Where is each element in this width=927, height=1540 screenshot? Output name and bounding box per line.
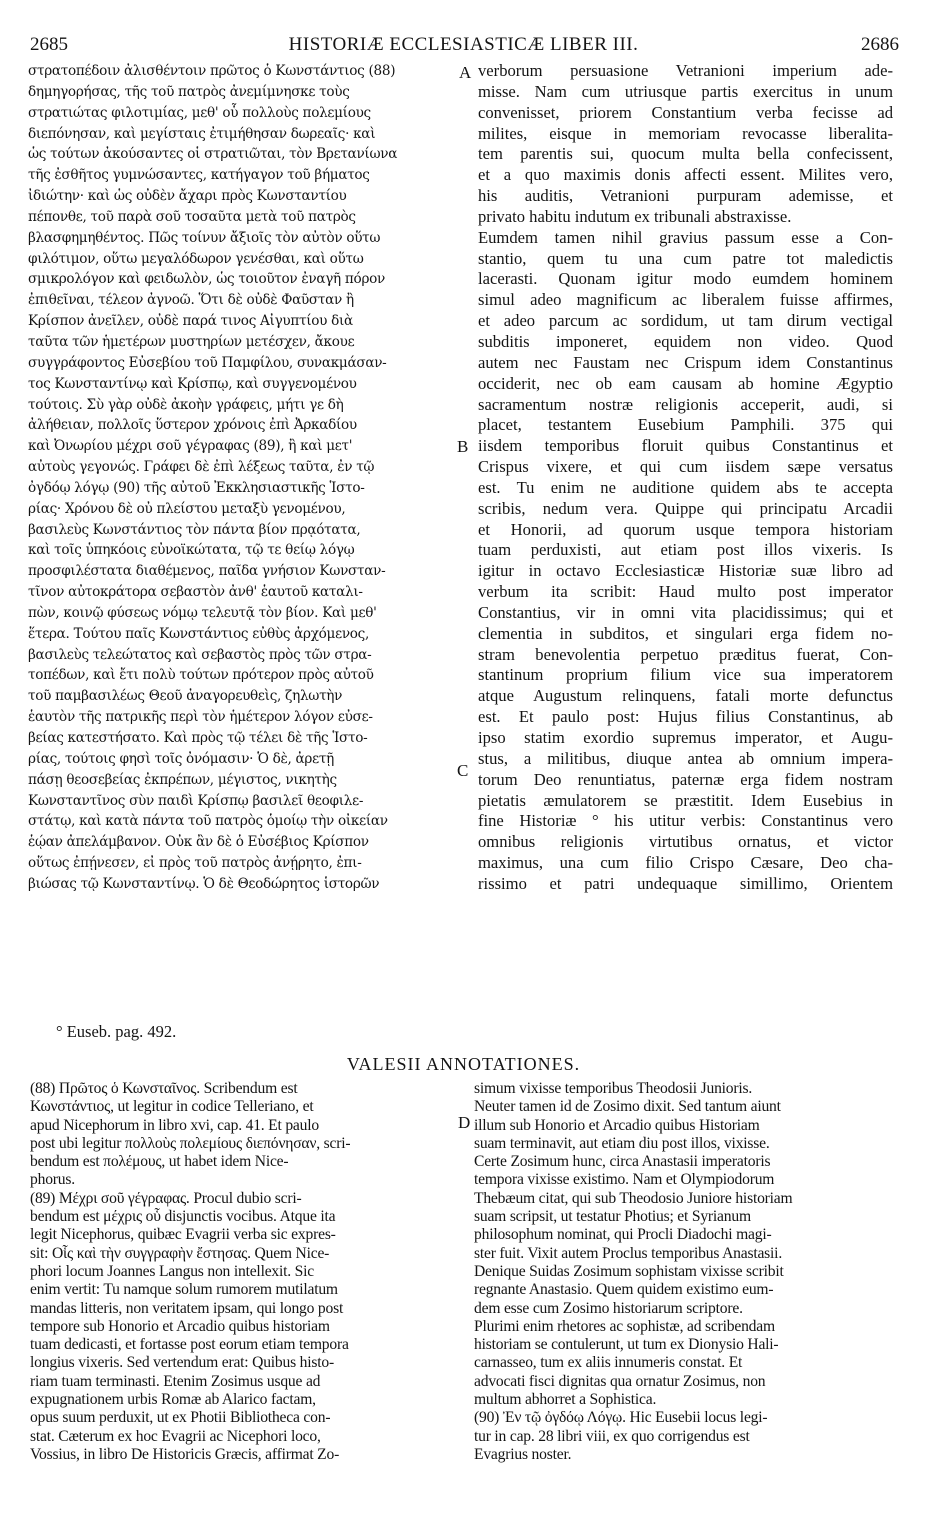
text-line: et a quo maximis donis affecti essent. Milites vero, xyxy=(478,165,893,185)
text-line: Thebæum citat, qui sub Theodosio Juniore historiam xyxy=(474,1189,793,1207)
text-line: his auditis, Vetranioni purpuram ademisse, et xyxy=(478,186,893,206)
text-line: igitur in octavo Ecclesiasticæ Historiæ suæ libro ad xyxy=(478,561,893,581)
text-line: tuam perduxisti, aut etiam post illos vixeris. Is xyxy=(478,540,893,560)
text-line: enim vertit: Tu namque solum rumorem mutilatum xyxy=(30,1281,338,1299)
text-line: suam scripsit, ut testatur Photius; et Syrianum xyxy=(474,1208,751,1226)
text-line: milites, eisque in memoriam revocasse liberalita- xyxy=(478,123,893,143)
text-line: illum sub Honorio et Arcadio quibus Historiam xyxy=(474,1116,760,1134)
latin-text-column xyxy=(478,61,893,895)
text-line: Constantius, vir in omni vita placidissimus; qui et xyxy=(478,602,893,622)
text-line: verborum persuasione Vetranioni imperium ade- xyxy=(478,61,893,80)
text-line: verbum ita scribit: Haud multo post imperator xyxy=(478,582,893,602)
text-line: dem esse cum Zosimo historiarum scriptore. xyxy=(474,1299,743,1317)
annotations-right-column xyxy=(474,1080,893,1464)
text-line: προσφιλέστατα διαθέμενος, παῖδα γνήσιον Κωνσταν- xyxy=(28,563,386,580)
text-line: ρίας, τούτοις φησὶ τοῖς ὀνόμασιν· Ὁ δὲ, ἀρετῇ xyxy=(28,750,334,767)
text-line: tem parentis sui, quocum multa bella confecissent, xyxy=(478,144,893,164)
text-line: stantio, quem tu una cum patre tot maledictis xyxy=(478,248,893,268)
text-line: (90) Ἐν τῷ ὀγδόῳ Λόγῳ. Hic Eusebii locus legi- xyxy=(474,1409,768,1427)
text-line: apud Nicephorum in libro xvi, cap. 41. Et paulo xyxy=(30,1116,319,1134)
text-line: stantinum proprium filium vice sua imperatorem xyxy=(478,665,893,685)
text-line: βιώσας τῷ Κωνσταντίνῳ. Ὁ δὲ Θεοδώρητος ἱστορῶν xyxy=(28,875,380,892)
text-line: opus suum perduxit, ut ex Photii Bibliotheca con- xyxy=(30,1409,331,1427)
text-line: privato habitu indutum ex tribunali abstraxisse. xyxy=(478,206,792,226)
text-line: lacerasti. Quonam igitur modo eumdem hominem xyxy=(478,269,893,289)
text-line: tempora vixisse existimo. Nam et Olympiodorum xyxy=(474,1171,775,1189)
text-line: subditis imponeret, equidem non video. Quod xyxy=(478,331,893,351)
text-line: pietatis æmulatorem se præstitit. Idem Eusebius in xyxy=(478,790,893,810)
text-line: στρατιώτας φιλοτιμίας, μεθ' οὗ πολλοὺς πολεμίους xyxy=(28,104,371,121)
text-line: bendum est μέχρις οὗ disjunctis vocibus. Atque ita xyxy=(30,1208,336,1226)
text-line: iisdem temporibus floruit quibus Constantinus et xyxy=(478,436,893,456)
text-line: ἰδιώτην· καὶ ὡς οὐδὲν ἄχαρι πρὸς Κωνσταντίου xyxy=(28,188,347,205)
text-line: ταῦτα τῶν ἡμετέρων μυστηρίων μετέσχεν, ἄκουε xyxy=(28,333,355,350)
text-line: ἀλήθειαν, πολλοῖς ὕστερον χρόνοις ἐπὶ Ἀρκαδίου xyxy=(28,417,357,434)
text-line: δημηγορήσας, τῆς τοῦ πατρὸς ἀνεμίμνησκε τοὺς xyxy=(28,83,350,100)
annotations-heading: VALESII ANNOTATIONES. xyxy=(346,1054,581,1074)
text-line: stat. Cæterum ex hoc Evagrii ac Nicephori loco, xyxy=(30,1427,321,1445)
text-line: ἑαυτὸν τῆς πατρικῆς περὶ τὸν ἡμέτερον λόγον εὐσε- xyxy=(28,709,373,726)
text-line: historiam se contulerunt, ut tum ex Dionysio Hali- xyxy=(474,1336,779,1354)
text-line: suam terminavit, aut etiam diu post illos, vixisse. xyxy=(474,1134,770,1152)
text-line: riam tuam terminasti. Etenim Zosimus usque ad xyxy=(30,1372,321,1390)
text-line: Evagrius noster. xyxy=(474,1445,572,1463)
text-line: πὼν, κοινῷ φύσεως νόμῳ τελευτᾷ τὸν βίον. Καὶ μεθ' xyxy=(28,604,377,621)
text-line: βείας κατεστήσατο. Καὶ πρὸς τῷ τέλει δὲ τῆς Ἱστο- xyxy=(28,730,368,746)
text-line: est. Et paulo post: Hujus filius Constantinus, ab xyxy=(478,707,893,727)
text-line: τούτοις. Σὺ γὰρ οὐδὲ ἀκοὴν γράφεις, μήτι γε δὴ xyxy=(28,396,344,413)
page-number-right: 2686 xyxy=(861,34,899,55)
text-line: Κρίσπον ἀνεῖλεν, οὐδὲ παρά τινος Αἰγυπτίου διὰ xyxy=(28,313,353,330)
greek-text-column xyxy=(28,61,463,895)
text-line: ἐπιθεῖναι, τέλεον ἀγνοῶ. Ὅτι δὲ οὐδὲ Φαῦσταν ἢ xyxy=(28,292,354,309)
section-mark-a: A xyxy=(459,63,472,82)
text-line: βασιλεὺς τελεώτατος καὶ σεβαστὸς πρὸς τῶν στρα- xyxy=(28,646,372,663)
text-line: regnante Anastasio. Quem quidem existimo eum- xyxy=(474,1281,774,1299)
text-line: carnasseo, tum ex aliis innumeris constat. Et xyxy=(474,1354,743,1372)
text-line: est. Tu enim ne auditione quidem abs te accepta xyxy=(478,477,893,497)
text-line: philosophum nominat, qui Procli Diadochi magi- xyxy=(474,1226,772,1244)
text-line: longius vixeris. Sed vertendum erat: Quibus histo- xyxy=(30,1354,334,1372)
text-line: tur in cap. 28 libri viii, ex quo corrigendus est xyxy=(474,1427,750,1445)
text-line: scribis, nedum vera. Quippe qui principatu Arcadii xyxy=(478,498,893,518)
text-line: mandas litteris, non veritatem ipsam, qui longo post xyxy=(30,1299,344,1317)
text-line: Neuter tamen id de Zosimo dixit. Sed tantum aiunt xyxy=(474,1098,781,1116)
text-line: simul adeo magnificum ac liberalem fuisse affirmes, xyxy=(478,290,893,310)
text-line: τος Κωνσταντίνῳ καὶ Κρίσπῳ, καὶ συγγενομένου xyxy=(28,375,357,392)
text-line: stus, a militibus, diuque antea ab omnium impera- xyxy=(478,748,893,768)
text-line: στάτῳ, καὶ κατὰ πάντα τοῦ πατρὸς ὁμοίῳ τὴν οἰκείαν xyxy=(28,813,388,830)
text-line: et Honorii, ad quorum usque tempora historiam xyxy=(478,519,893,539)
text-line: maximus, una cum filio Crispo Cæsare, Deo cha- xyxy=(478,853,893,873)
text-line: autem nec Faustam nec Crispum idem Constantinus xyxy=(478,352,893,372)
text-line: πέπονθε, τοῦ παρὰ σοῦ τοσαῦτα μετὰ τοῦ πατρὸς xyxy=(28,208,356,225)
text-line: tuam dedicasti, et fortasse post eorum etiam tempora xyxy=(30,1336,349,1354)
text-line: omnibus religionis virtutibus ornatus, et victor xyxy=(478,832,893,852)
text-line: phori locum Joannes Langus non intellexit. Sic xyxy=(30,1262,315,1280)
text-line: ρίας· Χρόνου δὲ οὐ πλείστου μεταξὺ γενομένου, xyxy=(28,500,346,517)
text-line: fine Historiæ ° his utitur verbis: Constantinus vero xyxy=(478,811,893,831)
text-line: βασιλεὺς Κωνστάντιος τὸν πάντα βίον πρᾳότατα, xyxy=(28,521,361,538)
text-line: misse. Nam cum utriusque partis exercitus in unum xyxy=(478,81,893,101)
text-line: advocati fisci dignitas qua ornatur Zosimus, non xyxy=(474,1372,766,1390)
section-mark-d: D xyxy=(458,1113,471,1132)
text-line: torum Deo renuntiatus, paternæ erga fidem nostram xyxy=(478,769,893,789)
text-line: σμικρολόγον καὶ φειδωλὸν, ὡς τοιοῦτον ἐναγῆ πόρον xyxy=(28,271,385,288)
text-line: tempore sub Honorio et Arcadio quibus historiam xyxy=(30,1317,330,1335)
section-mark-b: B xyxy=(457,437,469,456)
text-line: καὶ τοῖς ὑπηκόοις εὐνοϊκώτατα, τῷ τε θείῳ λόγῳ xyxy=(28,542,355,559)
page-number-left: 2685 xyxy=(30,34,68,55)
text-line: Κωνσταντῖνος σὺν παιδὶ Κρίσπῳ βασιλεῖ θεοφιλε- xyxy=(28,792,364,809)
text-line: Denique Suidas Zosimum sophistam vixisse scribit xyxy=(474,1262,784,1280)
annotations-left-column xyxy=(30,1080,454,1464)
text-line: placet, testantem Eusebium Pamphili. 375 qui xyxy=(478,415,893,435)
text-line: ster fuit. Vixit autem Proclus temporibus Anastasii. xyxy=(474,1244,783,1262)
footnote: ° Euseb. pag. 492. xyxy=(56,1022,177,1041)
text-line: sacramentum nostræ religionis acceperit, audi, si xyxy=(478,394,893,414)
text-line: φιλότιμον, οὕτω μεγαλόδωρον γενέσθαι, καὶ οὕτω xyxy=(28,250,364,267)
text-line: rissimo et patri undequaque simillimo, Orientem xyxy=(478,873,893,893)
text-line: στρατοπέδοιν ἀλισθέντοιν πρῶτος ὁ Κωνστάντιος (88) xyxy=(28,63,396,79)
text-line: Eumdem tamen nihil gravius passum esse a Con- xyxy=(478,227,893,247)
text-line: post ubi legitur πολλοὺς πολεμίους διεπόνησαν, scri- xyxy=(30,1134,351,1152)
text-line: clementia in subditos, et singulari erga fidem no- xyxy=(478,623,893,643)
text-line: (89) Μέχρι σοῦ γέγραφας. Procul dubio scri- xyxy=(30,1189,302,1207)
text-line: Κωνστάντιος, ut legitur in codice Telleriano, et xyxy=(30,1098,314,1116)
text-line: τῆς ἐσθῆτος γυμνώσαντες, κατήγαγον τοῦ βήματος xyxy=(28,167,370,184)
text-line: πάσῃ θεοσεβείας ἐκπρέπων, μέγιστος, νικητὴς xyxy=(28,771,337,788)
text-line: Plurimi enim rhetores ac sophistæ, ad scribendam xyxy=(474,1317,775,1335)
text-line: Crispus vixere, et qui cum iisdem sæpe versatus xyxy=(478,457,893,477)
text-line: multum abhorret a Sophistica. xyxy=(474,1391,657,1409)
text-line: bendum est πολέμους, ut habet idem Nice- xyxy=(30,1153,289,1171)
text-line: βλασφημηθέντος. Πῶς τοίνυν ἄξιοῖς τὸν αὐτὸν οὕτω xyxy=(28,229,381,246)
text-line: ἑῴαν ἀπελάμβανον. Οὐκ ἂν δὲ ὁ Εὐσέβιος Κρίσπον xyxy=(28,834,369,851)
text-line: (88) Πρῶτος ὁ Κωνσταῖνος. Scribendum est xyxy=(30,1080,298,1097)
text-line: convenisset, priorem Constantium verba fecisse ad xyxy=(478,102,893,122)
text-line: et adeo parcum ac sordidum, ut tam dirum vectigal xyxy=(478,311,893,331)
text-line: simum vixisse temporibus Theodosii Junioris. xyxy=(474,1080,753,1097)
text-line: καὶ Ὀνωρίου μέχρι σοῦ γέγραφας (89), ἢ καὶ μετ' xyxy=(28,438,353,455)
text-line: atque Augustum relinquens, fatali morte defunctus xyxy=(478,686,893,706)
text-line: legit Nicephorus, quibæc Evagrii verba sic expres- xyxy=(30,1226,336,1244)
text-line: διεπόνησαν, καὶ μεγίσταις ἐτιμήθησαν δωρεαῖς· καὶ xyxy=(28,125,376,142)
running-title: HISTORIÆ ECCLESIASTICÆ LIBER III. xyxy=(288,34,639,55)
text-line: ὀγδόῳ λόγῳ (90) τῆς αὐτοῦ Ἐκκλησιαστικῆς Ἱστο- xyxy=(28,479,365,496)
text-line: expugnationem urbis Romæ ab Alarico factam, xyxy=(30,1391,316,1409)
text-line: τῖνον αὐτοκράτορα σεβαστὸν ἀνθ' ἑαυτοῦ καταλι- xyxy=(28,584,363,601)
text-line: ipso statim exordio supremus imperator, et Augu- xyxy=(478,728,893,747)
text-line: occiderit, nec ob eam causam ab homine Ægyptio xyxy=(478,373,893,393)
text-line: συγγράφοντος Εὐσεβίου τοῦ Παμφίλου, συνακμάσαν- xyxy=(28,354,387,371)
text-line: οὕτως ἐπῄνεσεν, εἰ πρὸς τοῦ πατρὸς ἀνῄρητο, ἐπι- xyxy=(28,855,362,872)
text-line: αὐτοὺς γεγονώς. Γράφει δὲ ἐπὶ λέξεως ταῦτα, ἐν τῷ xyxy=(28,459,375,476)
text-line: ἕτερα. Τούτου παῖς Κωνστάντιος εὐθὺς ἀρχόμενος, xyxy=(28,625,370,642)
text-line: τοῦ παμβασιλέως Θεοῦ ἀναγορευθεὶς, ζηλωτὴν xyxy=(28,688,343,705)
text-line: sit: Οἷς καὶ τὴν συγγραφὴν ἔστησας. Quem Nice- xyxy=(30,1244,330,1262)
text-line: τοπέδων, καὶ ἔτι πολὺ τούτων πρότερον πρὸς αὐτοῦ xyxy=(28,667,374,684)
running-header xyxy=(0,30,927,60)
section-mark-c: C xyxy=(457,761,469,780)
text-line: ὡς τούτων ἀκούσαντες οἱ στρατιῶται, τὸν Βρετανίωνα xyxy=(28,146,398,163)
text-line: Vossius, in libro De Historicis Græcis, affirmat Zo- xyxy=(30,1445,340,1463)
text-line: stram benevolentia perpetuo præditus fuerat, Con- xyxy=(478,644,893,664)
text-line: Certe Zosimum hunc, circa Anastasii imperatoris xyxy=(474,1153,771,1171)
text-line: phorus. xyxy=(30,1171,75,1189)
